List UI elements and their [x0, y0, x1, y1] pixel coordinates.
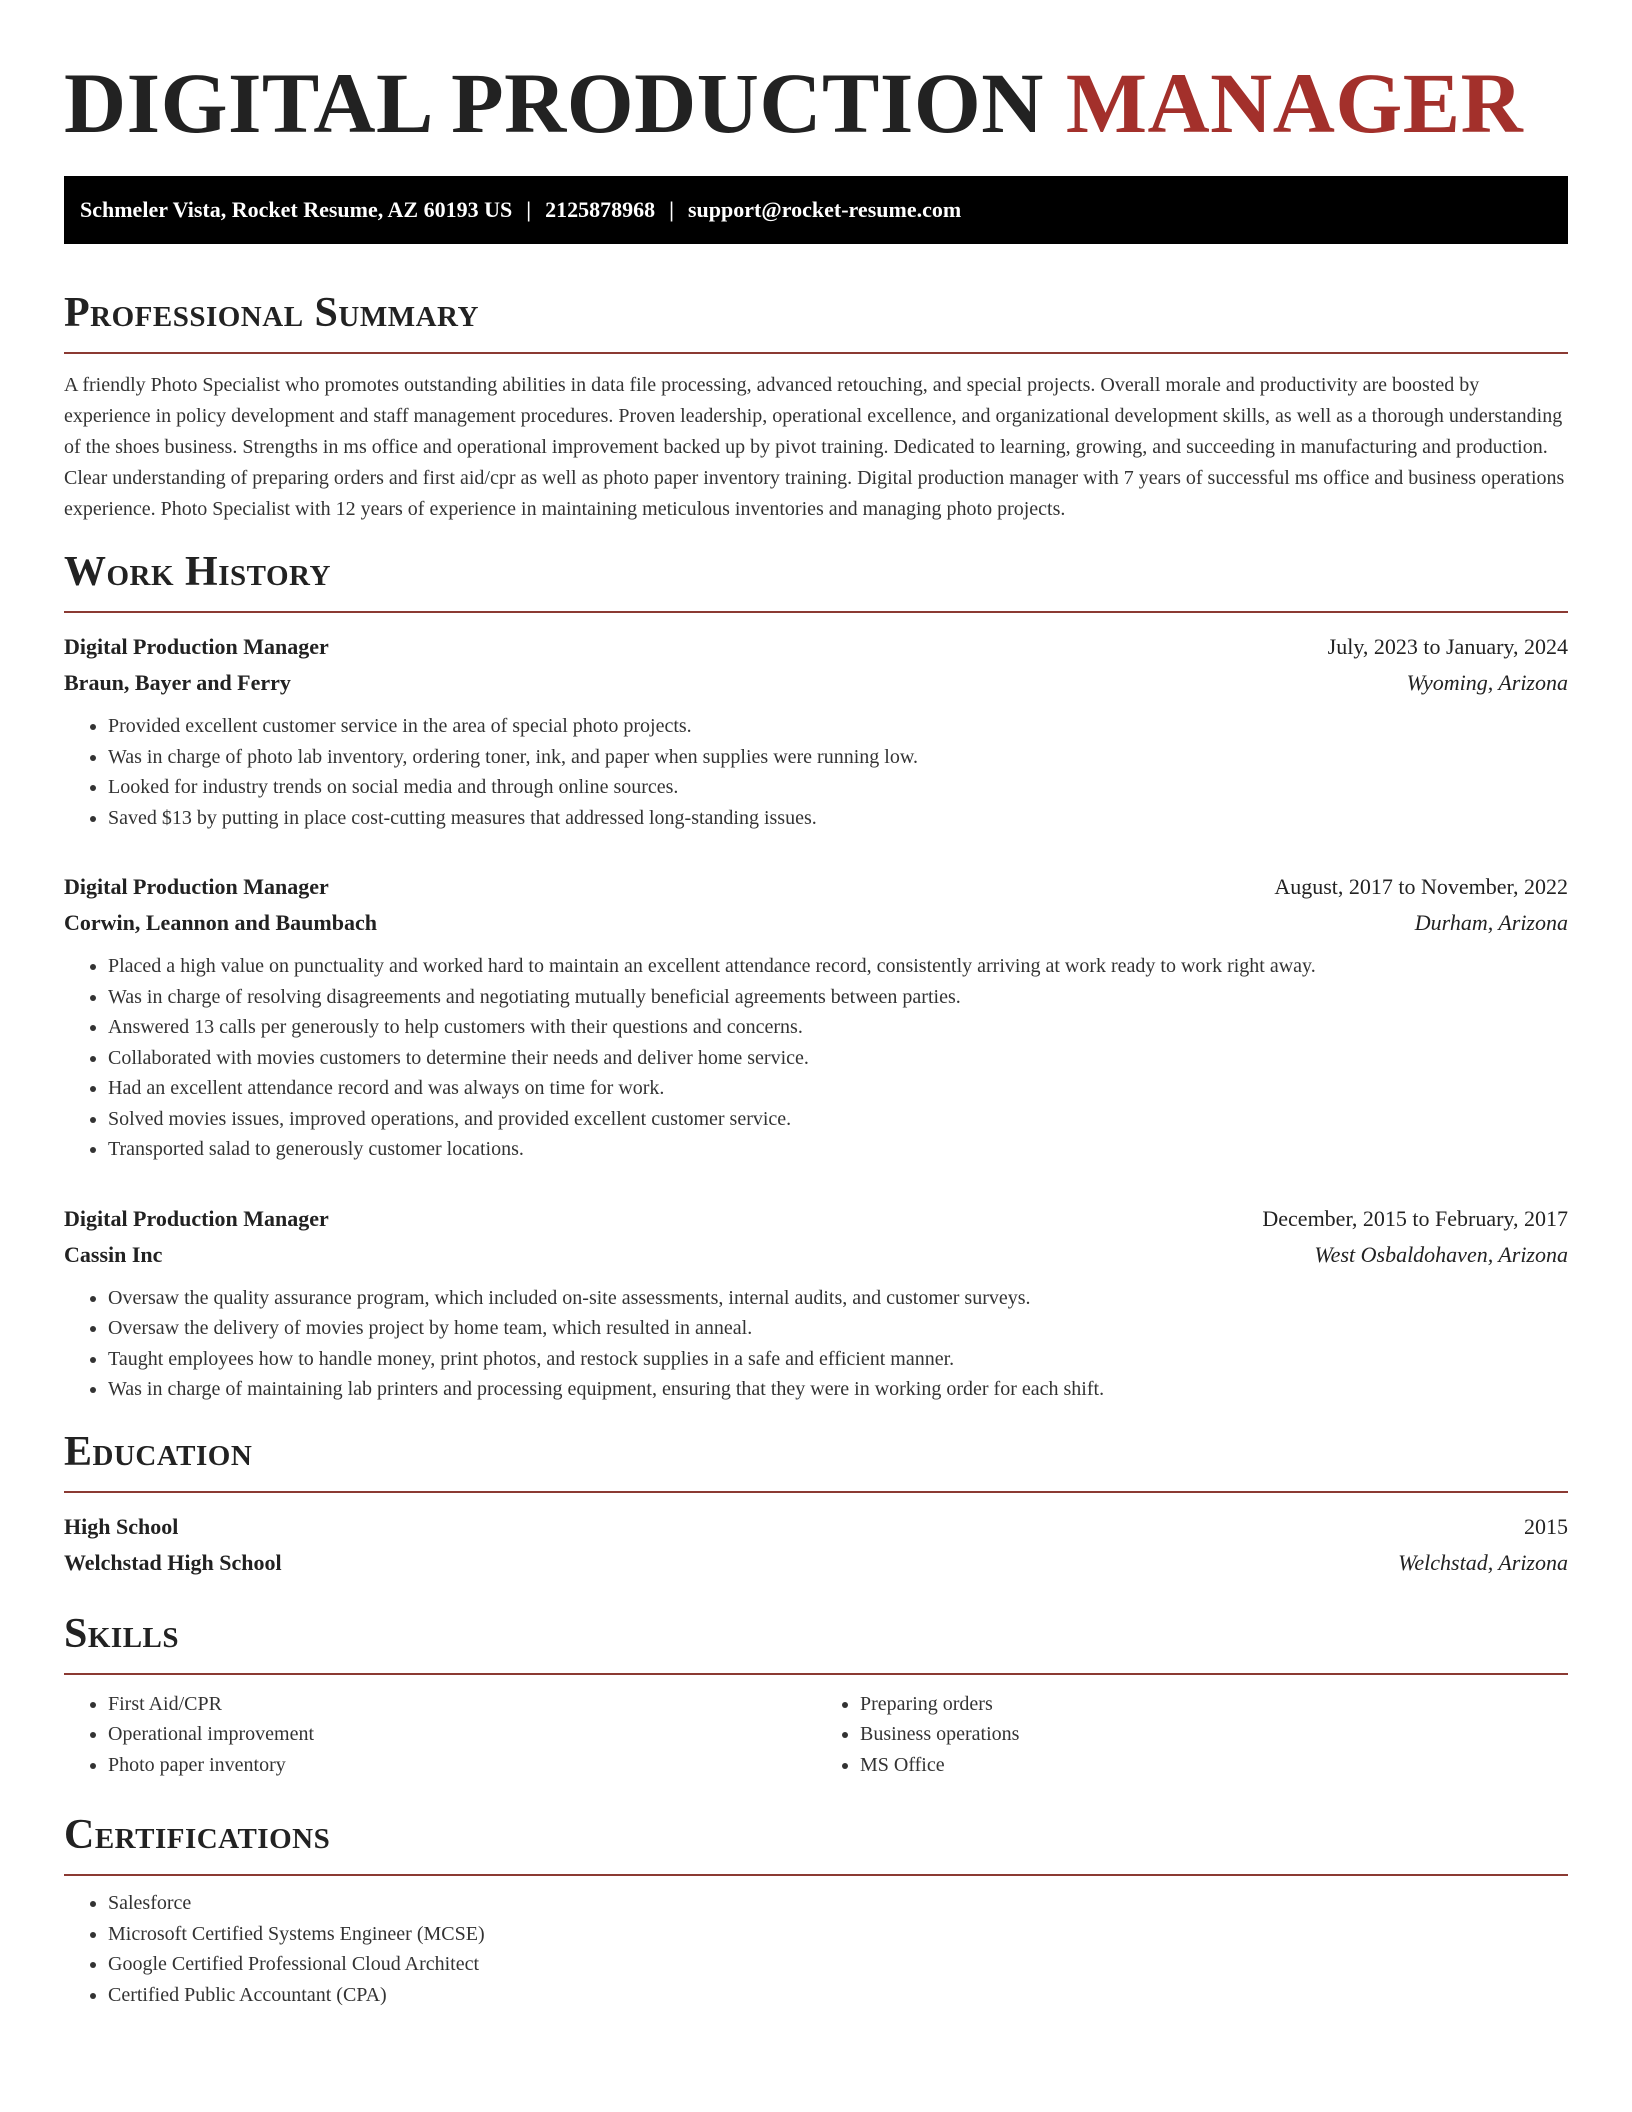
job-bullets [64, 711, 1568, 833]
job-location: West Osbaldohaven, Arizona [1314, 1241, 1568, 1267]
skill-item: • Business operations [860, 1719, 1568, 1750]
job-company: Braun, Bayer and Ferry [64, 670, 291, 695]
job-entry [64, 1201, 1568, 1405]
section-heading-skills: Skills [64, 1609, 1568, 1675]
contact-separator: | [526, 197, 532, 222]
list-item: • Oversaw the delivery of movies project by home team, which resulted in anneal. [108, 1313, 1568, 1344]
job-bullets [64, 1283, 1568, 1405]
job-dates: July, 2023 to January, 2024 [1327, 634, 1568, 659]
skills-list-right [816, 1689, 1568, 1781]
list-item: • Solved movies issues, improved operations, and provided excellent customer service. [108, 1104, 1568, 1135]
list-item: • Provided excellent customer service in the area of special photo projects. [108, 711, 1568, 742]
title-accent: MANAGER [1065, 55, 1524, 151]
list-item: • Transported salad to generously customer locations. [108, 1134, 1568, 1165]
summary-section [64, 288, 1568, 525]
list-item: • Was in charge of resolving disagreements and negotiating mutually beneficial agreements between parties. [108, 982, 1568, 1013]
job-title: Digital Production Manager [64, 634, 329, 659]
education-school: Welchstad High School [64, 1549, 282, 1575]
title-main: DIGITAL PRODUCTION [64, 55, 1044, 151]
certification-item: • Salesforce [108, 1888, 1568, 1919]
section-heading-summary: Professional Summary [64, 288, 1568, 354]
skill-item: • First Aid/CPR [108, 1689, 816, 1720]
skills-list-left [64, 1689, 816, 1781]
job-location: Wyoming, Arizona [1406, 670, 1568, 695]
list-item: • Was in charge of maintaining lab printers and processing equipment, ensuring that they were in working order for each shift. [108, 1374, 1568, 1405]
job-company: Cassin Inc [64, 1241, 163, 1267]
job-dates: December, 2015 to February, 2017 [1262, 1205, 1568, 1231]
certifications-section [64, 1810, 1568, 2010]
list-item: • Oversaw the quality assurance program, which included on-site assessments, internal audits, and customer surveys. [108, 1283, 1568, 1314]
list-item: • Had an excellent attendance record and was always on time for work. [108, 1073, 1568, 1104]
list-item: • Taught employees how to handle money, print photos, and restock supplies in a safe and efficient manner. [108, 1344, 1568, 1375]
section-heading-education: Education [64, 1427, 1568, 1493]
certification-item: • Google Certified Professional Cloud Architect [108, 1949, 1568, 1980]
list-item: • Saved $13 by putting in place cost-cutting measures that addressed long-standing issues. [108, 803, 1568, 834]
certification-item: • Microsoft Certified Systems Engineer (MCSE) [108, 1919, 1568, 1950]
job-company: Corwin, Leannon and Baumbach [64, 910, 377, 935]
skills-section [64, 1609, 1568, 1781]
education-year: 2015 [1524, 1513, 1568, 1539]
section-heading-work-history: Work History [64, 547, 1568, 613]
skill-item: • Preparing orders [860, 1689, 1568, 1720]
education-section [64, 1427, 1568, 1581]
resume-title [64, 0, 1568, 151]
skills-grid [64, 1689, 1568, 1781]
job-dates: August, 2017 to November, 2022 [1274, 874, 1568, 899]
skill-item: • Photo paper inventory [108, 1750, 816, 1781]
education-entry [64, 1509, 1568, 1581]
list-item: • Answered 13 calls per generously to help customers with their questions and concerns. [108, 1012, 1568, 1043]
contact-phone: 2125878968 [545, 197, 656, 222]
summary-text: A friendly Photo Specialist who promotes outstanding abilities in data file processing, advanced retouching, and special projects. Overall morale and productivity are boosted by experience in policy development and staff management procedures. Proven leadership, operational excellence, and organizational development skills, as well as a thorough understanding of the shoes business. Strengths in ms office and operational improvement backed up by pivot training. Dedicated to learning, growing, and succeeding in manufacturing and production. Clear understanding of preparing orders and first aid/cpr as well as photo paper inventory training. Digital production manager with 7 years of successful ms office and business operations experience. Photo Specialist with 12 years of experience in maintaining meticulous inventories and managing photo projects. [64, 374, 1565, 520]
skill-item: • MS Office [860, 1750, 1568, 1781]
contact-bar [64, 176, 1568, 244]
list-item: • Looked for industry trends on social media and through online sources. [108, 772, 1568, 803]
list-item: • Was in charge of photo lab inventory, ordering toner, ink, and paper when supplies were running low. [108, 742, 1568, 773]
list-item: • Placed a high value on punctuality and worked hard to maintain an excellent attendance record, consistently arriving at work ready to work right away. [108, 951, 1568, 982]
work-history-section [64, 547, 1568, 1405]
contact-address: Schmeler Vista, Rocket Resume, AZ 60193 US [80, 197, 513, 222]
skill-item: • Operational improvement [108, 1719, 816, 1750]
contact-email: support@rocket-resume.com [687, 197, 962, 222]
job-title: Digital Production Manager [64, 1205, 329, 1231]
section-heading-certifications: Certifications [64, 1810, 1568, 1876]
job-title: Digital Production Manager [64, 874, 329, 899]
job-entry [64, 869, 1568, 1165]
certifications-list [64, 1888, 1568, 2010]
job-entry [64, 629, 1568, 833]
job-location: Durham, Arizona [1414, 910, 1568, 935]
list-item: • Collaborated with movies customers to determine their needs and deliver home service. [108, 1043, 1568, 1074]
certification-item: • Certified Public Accountant (CPA) [108, 1980, 1568, 2011]
education-location: Welchstad, Arizona [1398, 1549, 1568, 1575]
job-bullets [64, 951, 1568, 1165]
contact-separator: | [669, 197, 674, 222]
education-degree: High School [64, 1513, 179, 1539]
